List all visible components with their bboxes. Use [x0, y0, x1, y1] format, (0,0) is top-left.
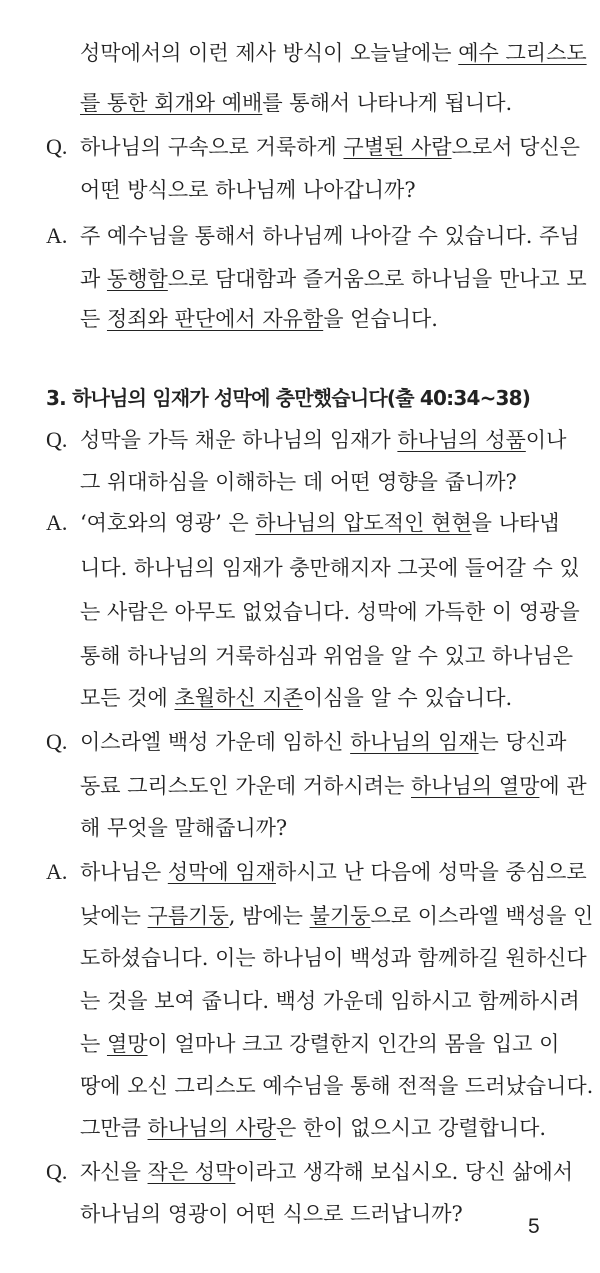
- text-line-content: [80, 221, 580, 251]
- text-segment: 에 관: [539, 774, 587, 798]
- text-line-content: [80, 1113, 546, 1143]
- text-segment: 도하셨습니다. 이는 하나님이 백성과 함께하길 원하신다: [80, 946, 587, 970]
- text-line-content: [80, 264, 587, 294]
- text-segment: , 밤에는: [228, 904, 310, 928]
- text-segment: 이라고 생각해 보십시오. 당신 삶에서: [235, 1160, 574, 1184]
- text-line-content: [80, 683, 512, 713]
- text-segment: 는 사람은 아무도 없었습니다. 성막에 가득한 이 영광을: [80, 600, 580, 624]
- text-segment: 과: [80, 267, 107, 291]
- text-line-content: [80, 986, 580, 1016]
- text-segment: 으로 담대함과 즐거움으로 하나님을 만나고 모: [167, 267, 587, 291]
- text-line-content: [80, 813, 287, 843]
- underlined-phrase: 하나님의 사랑: [147, 1116, 276, 1140]
- text-segment: 동료 그리스도인 가운데 거하시려는: [80, 774, 411, 798]
- answer-line: [80, 1071, 600, 1101]
- text-line-content: [80, 1071, 594, 1101]
- underlined-phrase: 하나님의 압도적인 현현: [255, 511, 472, 535]
- underlined-phrase: 열망: [106, 1032, 148, 1056]
- text-line-content: [80, 901, 594, 931]
- text-line-content: [80, 727, 567, 757]
- text-line-content: [80, 1157, 574, 1187]
- text-line-content: [80, 425, 567, 455]
- answer-line: [80, 943, 600, 973]
- question-line: [80, 132, 600, 162]
- question-label: Q.: [46, 729, 68, 754]
- text-line-content: [80, 597, 580, 627]
- answer-line: [80, 264, 600, 294]
- text-segment: 해 무엇을 말해줍니까?: [80, 816, 288, 840]
- text-segment: 이스라엘 백성 가운데 임하신: [80, 730, 351, 754]
- text-segment: 통해 하나님의 거룩하심과 위엄을 알 수 있고 하나님은: [80, 644, 574, 668]
- text-segment: 그만큼: [80, 1116, 148, 1140]
- text-segment: 는 것을 보여 줍니다. 백성 가운데 임하시고 함께하시려: [80, 989, 580, 1013]
- intro-line-2: [80, 88, 600, 118]
- text-segment: 어떤 방식으로 하나님께 나아갑니까?: [80, 178, 416, 202]
- answer-label: A.: [46, 223, 68, 248]
- text-segment: 모든 것에: [80, 686, 175, 710]
- underlined-phrase: 정죄와 판단에서 자유함: [106, 307, 324, 331]
- text-segment: 낮에는: [80, 904, 148, 928]
- answer-label: A.: [46, 859, 68, 884]
- question-line: [80, 467, 600, 497]
- underlined-phrase: 동행함: [106, 267, 168, 291]
- text-line-content: [80, 1199, 463, 1229]
- text-line-content: [80, 508, 560, 538]
- text-segment: 으로서 당신은: [451, 135, 580, 159]
- underlined-phrase: 작은 성막: [147, 1160, 236, 1184]
- question-label: Q.: [46, 427, 68, 452]
- text-segment: 하시고 난 다음에 성막을 중심으로: [275, 860, 587, 884]
- text-line-content: [80, 38, 587, 68]
- answer-line: [80, 901, 600, 931]
- text-line-content: [80, 175, 416, 205]
- text-segment: 이 얼마나 크고 강렬한지 인간의 몸을 입고 이: [147, 1032, 560, 1056]
- text-segment: 그 위대하심을 이해하는 데 어떤 영향을 줍니까?: [80, 470, 517, 494]
- question-line: [80, 425, 600, 455]
- text-segment: 하나님은: [80, 860, 168, 884]
- text-segment: 을 나타냅: [471, 511, 560, 535]
- text-line-content: [80, 641, 574, 671]
- answer-line: [80, 641, 600, 671]
- underlined-phrase: 예수 그리스도: [458, 41, 587, 65]
- underlined-phrase: 하나님의 성품: [397, 428, 526, 452]
- intro-line-1: [80, 38, 600, 68]
- text-line-content: [80, 88, 512, 118]
- underlined-phrase: 구름기둥: [147, 904, 229, 928]
- text-segment: 으로 이스라엘 백성을 인: [370, 904, 594, 928]
- answer-line: [80, 857, 600, 887]
- underlined-phrase: 성막에 임재: [167, 860, 276, 884]
- text-segment: 이심을 알 수 있습니다.: [302, 686, 513, 710]
- text-line-content: [80, 943, 587, 973]
- text-segment: 을 얻습니다.: [323, 307, 438, 331]
- underlined-phrase: 구별된 사람: [343, 135, 452, 159]
- question-label: Q.: [46, 1159, 68, 1184]
- question-line: [80, 175, 600, 205]
- text-line-content: [80, 132, 580, 162]
- text-segment: 은 한이 없으시고 강렬합니다.: [275, 1116, 547, 1140]
- answer-line: [80, 597, 600, 627]
- section-heading: 3. 하나님의 임재가 성막에 충만했습니다(출 40:34~38): [46, 386, 531, 410]
- text-segment: 는: [80, 1032, 107, 1056]
- text-segment: 든: [80, 307, 107, 331]
- text-line-content: [80, 857, 587, 887]
- answer-line: [80, 304, 600, 334]
- text-segment: 하나님의 구속으로 거룩하게: [80, 135, 344, 159]
- underlined-phrase: 를 통한 회개와 예배: [80, 91, 263, 115]
- text-segment: 주 예수님을 통해서 하나님께 나아갈 수 있습니다. 주님: [80, 224, 580, 248]
- text-segment: 니다. 하나님의 임재가 충만해지자 그곳에 들어갈 수 있: [80, 556, 580, 580]
- text-line-content: [80, 553, 580, 583]
- answer-line: [80, 1029, 600, 1059]
- underlined-phrase: 불기둥: [309, 904, 371, 928]
- text-line-content: [80, 467, 517, 497]
- text-segment: 자신을: [80, 1160, 148, 1184]
- text-line-content: [80, 304, 438, 334]
- answer-line: [80, 683, 600, 713]
- answer-line: [80, 221, 600, 251]
- text-segment: 를 통해서 나타나게 됩니다.: [262, 91, 513, 115]
- answer-line: [80, 508, 600, 538]
- answer-line: [80, 553, 600, 583]
- question-line: [80, 1199, 600, 1229]
- text-segment: 는 당신과: [478, 730, 567, 754]
- question-line: [80, 1157, 600, 1187]
- underlined-phrase: 하나님의 열망: [411, 774, 540, 798]
- question-label: Q.: [46, 134, 68, 159]
- question-line: [80, 813, 600, 843]
- answer-label: A.: [46, 510, 68, 535]
- text-line-content: [80, 1029, 560, 1059]
- underlined-phrase: 하나님의 임재: [350, 730, 479, 754]
- text-segment: 하나님의 영광이 어떤 식으로 드러납니까?: [80, 1202, 463, 1226]
- text-segment: 이나: [525, 428, 567, 452]
- text-segment: ‘여호와의 영광’ 은: [80, 511, 256, 535]
- text-segment: 성막을 가득 채운 하나님의 임재가: [80, 428, 398, 452]
- underlined-phrase: 초월하신 지존: [174, 686, 303, 710]
- answer-line: [80, 986, 600, 1016]
- text-line-content: [80, 771, 587, 801]
- page-number: 5: [528, 1215, 540, 1238]
- question-line: [80, 727, 600, 757]
- question-line: [80, 771, 600, 801]
- text-segment: 땅에 오신 그리스도 예수님을 통해 전적을 드러났습니다.: [80, 1074, 594, 1098]
- answer-line: [80, 1113, 600, 1143]
- text-segment: 성막에서의 이런 제사 방식이 오늘날에는: [80, 41, 459, 65]
